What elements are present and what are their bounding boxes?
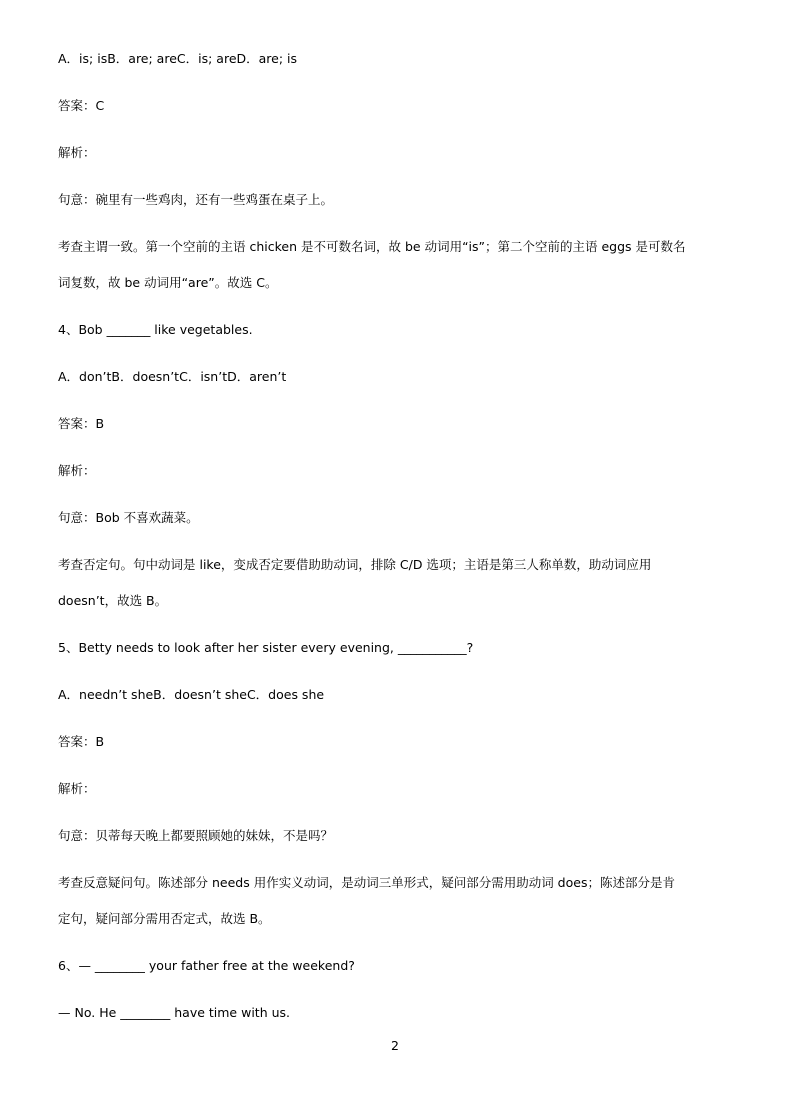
question-4-stem: 4、Bob _______ like vegetables. bbox=[58, 322, 253, 337]
question-4-analysis-label: 解析： bbox=[58, 463, 96, 478]
question-3-answer: 答案：C bbox=[58, 98, 105, 113]
question-3-meaning: 句意：碗里有一些鸡肉，还有一些鸡蛋在桌子上。 bbox=[58, 192, 334, 207]
question-4-options: A．don’tB．doesn’tC．isn’tD．aren’t bbox=[58, 369, 287, 384]
question-4-meaning: 句意：Bob 不喜欢蔬菜。 bbox=[58, 510, 199, 525]
question-5-explanation-line-2: 定句，疑问部分需用否定式，故选 B。 bbox=[58, 911, 271, 926]
page-number: 2 bbox=[391, 1038, 399, 1053]
question-3-explanation-line-2: 词复数，故 be 动词用“are”。故选 C。 bbox=[58, 275, 278, 290]
question-6-stem-line-1: 6、— ________ your father free at the weekend? bbox=[58, 958, 355, 973]
question-3-options: A．is; isB．are; areC．is; areD．are; is bbox=[58, 51, 298, 66]
question-5-explanation-line-1: 考查反意疑问句。陈述部分 needs 用作实义动词，是动词三单形式，疑问部分需用助动词 does；陈述部分是肯 bbox=[58, 875, 675, 890]
question-6-stem-line-2: — No. He ________ have time with us. bbox=[58, 1005, 290, 1020]
question-3-explanation-line-1: 考查主谓一致。第一个空前的主语 chicken 是不可数名词，故 be 动词用“is”；第二个空前的主语 eggs 是可数名 bbox=[58, 239, 686, 254]
question-5-answer: 答案：B bbox=[58, 734, 105, 749]
question-5-meaning: 句意：贝蒂每天晚上都要照顾她的妹妹，不是吗？ bbox=[58, 828, 334, 843]
question-5-options: A．needn’t sheB．doesn’t sheC．does she bbox=[58, 687, 325, 702]
question-5-stem: 5、Betty needs to look after her sister every evening, ___________? bbox=[58, 640, 474, 655]
question-4-explanation-line-1: 考查否定句。句中动词是 like，变成否定要借助助动词，排除 C/D 选项；主语是第三人称单数，助动词应用 bbox=[58, 557, 652, 572]
question-3-analysis-label: 解析： bbox=[58, 145, 96, 160]
question-4-answer: 答案：B bbox=[58, 416, 105, 431]
question-4-explanation-line-2: doesn’t，故选 B。 bbox=[58, 593, 168, 608]
question-5-analysis-label: 解析： bbox=[58, 781, 96, 796]
